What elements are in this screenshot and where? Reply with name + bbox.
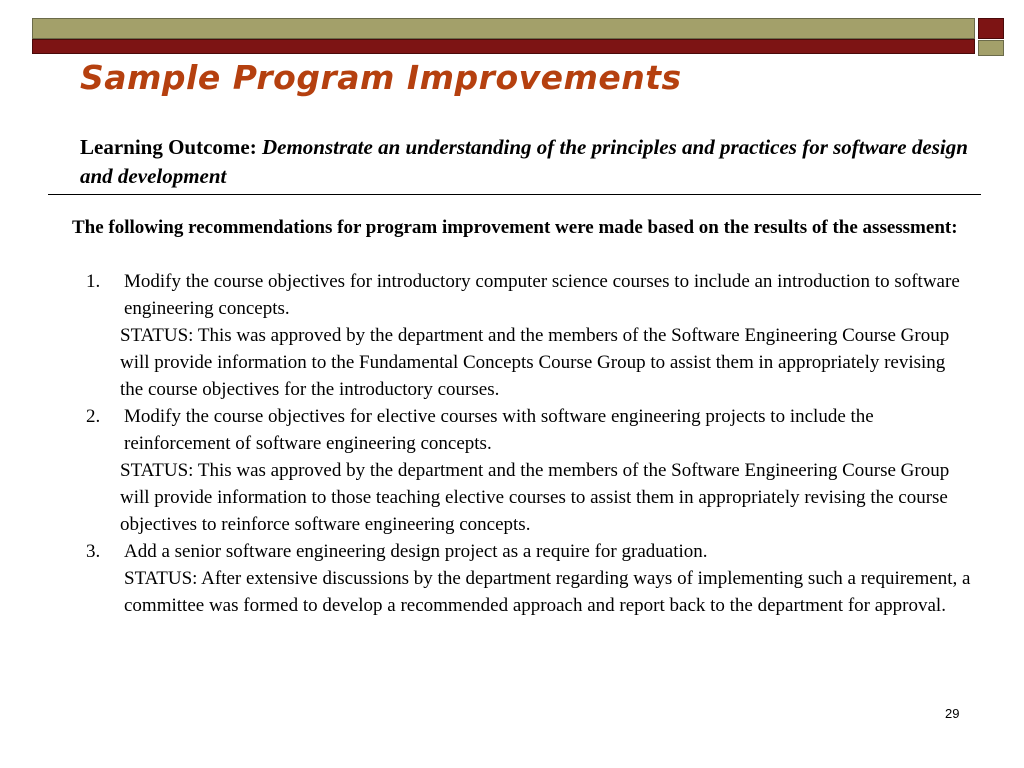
item-status: STATUS: This was approved by the department and the members of the Software Engineering Course Group will provide information to those teaching elective courses to assist them in appropriately revising the course objectives to reinforce software engineering concepts. (120, 460, 950, 535)
page-number: 29 (945, 706, 960, 721)
divider-line (48, 194, 981, 195)
item-status: STATUS: This was approved by the department and the members of the Software Engineering Course Group will provide information to the Fundamental Concepts Course Group to assist them in appropriately revising the course objectives for the introductory courses. (120, 325, 950, 400)
list-item (72, 403, 972, 538)
header-red-bar (32, 39, 975, 54)
recommendations-intro: The following recommendations for program improvement were made based on the results of the assessment: (72, 217, 958, 238)
recommendations-list (72, 268, 972, 619)
header-red-square (978, 18, 1004, 39)
slide-title: Sample Program Improvements (80, 58, 682, 97)
learning-outcome-label: Learning Outcome: (80, 135, 257, 159)
item-number: 3. (86, 541, 101, 562)
learning-outcome (80, 133, 980, 191)
list-item (72, 538, 972, 619)
item-number: 1. (86, 271, 101, 292)
list-item (72, 268, 972, 403)
item-number: 2. (86, 406, 101, 427)
learning-outcome-text: Demonstrate an understanding of the principles and practices for software design and development (80, 135, 968, 188)
header-olive-square (978, 40, 1004, 56)
item-text: Modify the course objectives for elective courses with software engineering projects to include the reinforcement of software engineering concepts. (124, 406, 874, 454)
item-status: STATUS: After extensive discussions by the department regarding ways of implementing such a requirement, a committee was formed to develop a recommended approach and report back to the department for approval. (124, 568, 971, 616)
header-olive-bar (32, 18, 975, 39)
item-text: Modify the course objectives for introductory computer science courses to include an introduction to software engineering concepts. (124, 271, 960, 319)
item-text: Add a senior software engineering design project as a require for graduation. (124, 541, 708, 562)
